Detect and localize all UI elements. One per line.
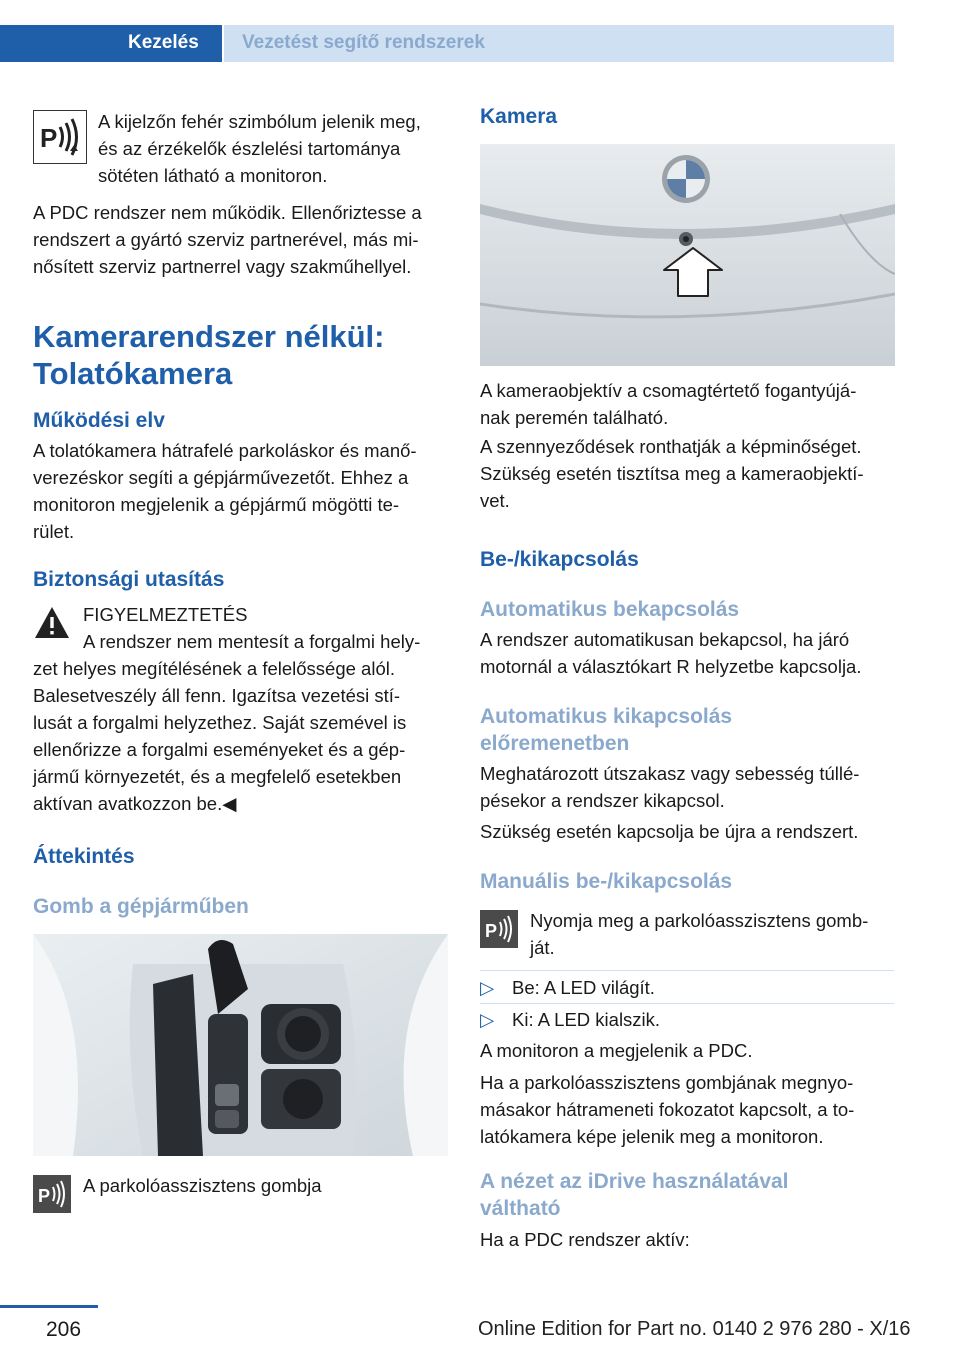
idrive-heading: váltható — [480, 1197, 561, 1220]
onoff-heading: Be-/kikapcsolás — [480, 548, 639, 571]
pdc-note-line: nősített szerviz partnerrel vagy szakműhellyel. — [33, 256, 412, 277]
warning-line: aktívan avatkozzon be.◀ — [33, 793, 237, 814]
warning-line: lusát a forgalmi helyzethez. Saját szemével is — [33, 712, 407, 733]
header-tab-active[interactable] — [0, 25, 222, 62]
page-title: Kamerarendszer nélkül: — [33, 319, 385, 354]
reverse-line: Ha a parkolóasszisztens gombjának megnyo‐ — [480, 1072, 854, 1093]
reverse-line: másakor hátrameneti fokozatot kapcsolt, a to‐ — [480, 1099, 855, 1120]
auto-off-line: pésekor a rendszer kikapcsol. — [480, 790, 725, 811]
svg-text:P: P — [40, 123, 58, 153]
page-title: Tolatókamera — [33, 356, 233, 391]
pdc-symbol-icon — [33, 110, 87, 164]
warning-line: zet helyes megítélésének a felelőssége alól. — [33, 658, 395, 679]
header-tab-section[interactable] — [224, 25, 894, 62]
intro-text-line: és az érzékelők észlelési tartománya — [98, 138, 401, 159]
auto-off-line: Szükség esetén kapcsolja be újra a rendszert. — [480, 821, 859, 842]
manual-line: ját. — [530, 937, 555, 958]
list-item: ▷ Ki: A LED kialszik. — [480, 1009, 661, 1030]
camera-heading: Kamera — [480, 105, 558, 128]
principle-line: verezéskor segíti a gépjárművezetőt. Ehhez a — [33, 467, 409, 488]
button-caption: A parkolóasszisztens gombja — [83, 1175, 322, 1196]
list-item: ▷ Be: A LED világít. — [480, 977, 655, 998]
auto-on-line: A rendszer automatikusan bekapcsol, ha járó — [480, 629, 850, 650]
auto-off-line: Meghatározott útszakasz vagy sebesség túllé‐ — [480, 763, 860, 784]
warning-line: ellenőrizze a forgalmi eseményeket és a gép‐ — [33, 739, 406, 760]
warning-line: A rendszer nem mentesít a forgalmi hely‐ — [83, 631, 421, 652]
header-tab-label: Kezelés — [128, 32, 199, 53]
page-number: 206 — [46, 1318, 82, 1341]
warning-triangle-icon — [33, 604, 71, 642]
idrive-heading: A nézet az iDrive használatával — [480, 1170, 789, 1193]
camera-text-line: vet. — [480, 490, 510, 511]
overview-heading: Áttekintés — [33, 845, 135, 868]
camera-text-line: A kameraobjektív a csomagtértető fogantyújá‐ — [480, 380, 857, 401]
auto-off-heading: előremenetben — [480, 732, 630, 755]
principle-heading: Működési elv — [33, 409, 165, 432]
safety-heading: Biztonsági utasítás — [33, 568, 225, 591]
warning-line: jármű környezetét, és a megfelelő esetekben — [33, 766, 402, 787]
bullet-text: Be: A LED világít. — [512, 977, 655, 998]
principle-line: A tolatókamera hátrafelé parkoláskor és manő‐ — [33, 440, 417, 461]
pdc-note-line: rendszert a gyártó szerviz partnerével, más mi‐ — [33, 229, 419, 250]
warning-title: FIGYELMEZTETÉS — [83, 604, 248, 625]
intro-text-line: sötéten látható a monitoron. — [98, 165, 328, 186]
idrive-line: Ha a PDC rendszer aktív: — [480, 1229, 690, 1250]
intro-text-line: A kijelzőn fehér szimbólum jelenik meg, — [98, 111, 421, 132]
svg-text:P: P — [38, 1186, 51, 1206]
principle-line: rület. — [33, 521, 75, 542]
pdc-note-line: A PDC rendszer nem működik. Ellenőriztesse a — [33, 202, 422, 223]
manual-heading: Manuális be-/kikapcsolás — [480, 870, 733, 893]
reverse-line: latókamera képe jelenik meg a monitoron. — [480, 1126, 824, 1147]
camera-text-line: A szennyeződések ronthatják a képminőséget. — [480, 436, 862, 457]
manual-line: Nyomja meg a parkolóasszisztens gomb‐ — [530, 910, 869, 931]
camera-location-photo — [480, 144, 895, 366]
parking-assist-button-icon — [480, 910, 518, 948]
bullet-text: Ki: A LED kialszik. — [512, 1009, 661, 1030]
auto-on-line: motornál a választókart R helyzetbe kapcsolja. — [480, 656, 862, 677]
principle-line: monitoron megjelenik a gépjármű mögötti te‐ — [33, 494, 400, 515]
header-section-label: Vezetést segítő rendszerek — [242, 32, 485, 53]
monitor-line: A monitoron a megjelenik a PDC. — [480, 1040, 753, 1061]
camera-text-line: nak peremén található. — [480, 407, 669, 428]
warning-line: Balesetveszély áll fenn. Igazítsa vezetési stí‐ — [33, 685, 401, 706]
parking-assist-button-icon — [33, 1175, 71, 1213]
camera-text-line: Szükség esetén tisztítsa meg a kameraobjektí‐ — [480, 463, 864, 484]
auto-on-heading: Automatikus bekapcsolás — [480, 598, 740, 621]
auto-off-heading: Automatikus kikapcsolás — [480, 705, 733, 728]
button-heading: Gomb a gépjárműben — [33, 895, 249, 918]
edition-text: Online Edition for Part no. 0140 2 976 280 - X/16 — [478, 1318, 911, 1340]
svg-text:P: P — [485, 921, 498, 941]
footer-rule — [0, 1305, 98, 1308]
console-photo — [33, 934, 448, 1156]
